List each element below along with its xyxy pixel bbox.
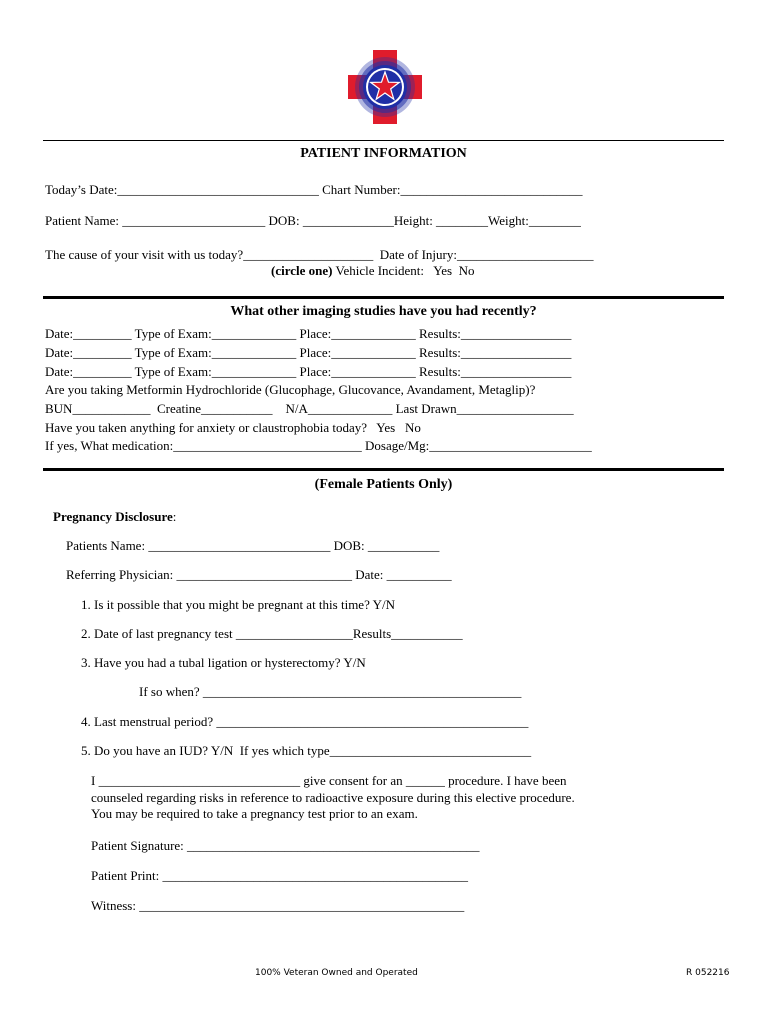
footer-tagline: 100% Veteran Owned and Operated [255, 968, 418, 978]
question-3: 3. Have you had a tubal ligation or hysterectomy? Y/N [81, 655, 366, 670]
vehicle-incident-label: Vehicle Incident: Yes No [332, 263, 475, 278]
question-3-followup: If so when? _________________________________________________ [139, 684, 522, 699]
patients-name-line: Patients Name: ____________________________ DOB: ___________ [66, 538, 440, 553]
question-1: 1. Is it possible that you might be pregnant at this time? Y/N [81, 597, 395, 612]
imaging-row-3: Date:_________ Type of Exam:_____________ Place:_____________ Results:_________________ [45, 364, 572, 379]
pregnancy-disclosure-heading [53, 509, 176, 525]
imaging-section-title: What other imaging studies have you had recently? [230, 304, 537, 319]
page-title: PATIENT INFORMATION [300, 146, 467, 161]
revision-code: R 052216 [686, 968, 730, 978]
todays-date-chart-number-line: Today’s Date:_______________________________ Chart Number:____________________________ [45, 182, 583, 197]
consent-line-1: I _______________________________ give consent for an ______ procedure. I have been [91, 773, 567, 788]
female-section-rule [43, 468, 724, 471]
question-4: 4. Last menstrual period? ________________________________________________ [81, 714, 529, 729]
anxiety-question: Have you taken anything for anxiety or claustrophobia today? Yes No [45, 420, 421, 435]
witness-line: Witness: __________________________________________________ [91, 898, 465, 913]
consent-line-2: counseled regarding risks in reference to radioactive exposure during this elective procedure. [91, 790, 575, 805]
circle-one-label: (circle one) [271, 263, 333, 278]
pregnancy-disclosure-label: Pregnancy Disclosure [53, 509, 173, 524]
patient-print-line: Patient Print: _______________________________________________ [91, 868, 468, 883]
header-rule [43, 140, 724, 141]
imaging-section-rule [43, 296, 724, 299]
female-section-title: (Female Patients Only) [314, 477, 453, 492]
imaging-row-1: Date:_________ Type of Exam:_____________ Place:_____________ Results:_________________ [45, 326, 572, 341]
referring-physician-line: Referring Physician: ___________________________ Date: __________ [66, 567, 452, 582]
metformin-question: Are you taking Metformin Hydrochloride (Glucophage, Glucovance, Avandament, Metaglip)? [45, 382, 536, 397]
question-5: 5. Do you have an IUD? Y/N If yes which type_______________________________ [81, 743, 532, 758]
consent-line-3: You may be required to take a pregnancy test prior to an exam. [91, 806, 418, 821]
patient-signature-line: Patient Signature: _____________________________________________ [91, 838, 480, 853]
star-cross-logo-icon [348, 50, 422, 124]
imaging-row-2: Date:_________ Type of Exam:_____________ Place:_____________ Results:_________________ [45, 345, 572, 360]
patient-name-dob-line: Patient Name: ______________________ DOB: ______________Height: ________Weight:________ [45, 213, 581, 228]
question-2: 2. Date of last pregnancy test __________________Results___________ [81, 626, 463, 641]
bun-creatine-line: BUN____________ Creatine___________ N/A_____________ Last Drawn__________________ [45, 401, 574, 416]
medication-line: If yes, What medication:_____________________________ Dosage/Mg:_________________________ [45, 438, 592, 453]
pregnancy-disclosure-colon: : [172, 509, 177, 524]
logo [348, 50, 422, 124]
visit-cause-line: The cause of your visit with us today?____________________ Date of Injury:_____________________ [45, 247, 594, 262]
vehicle-incident-line [271, 263, 475, 279]
